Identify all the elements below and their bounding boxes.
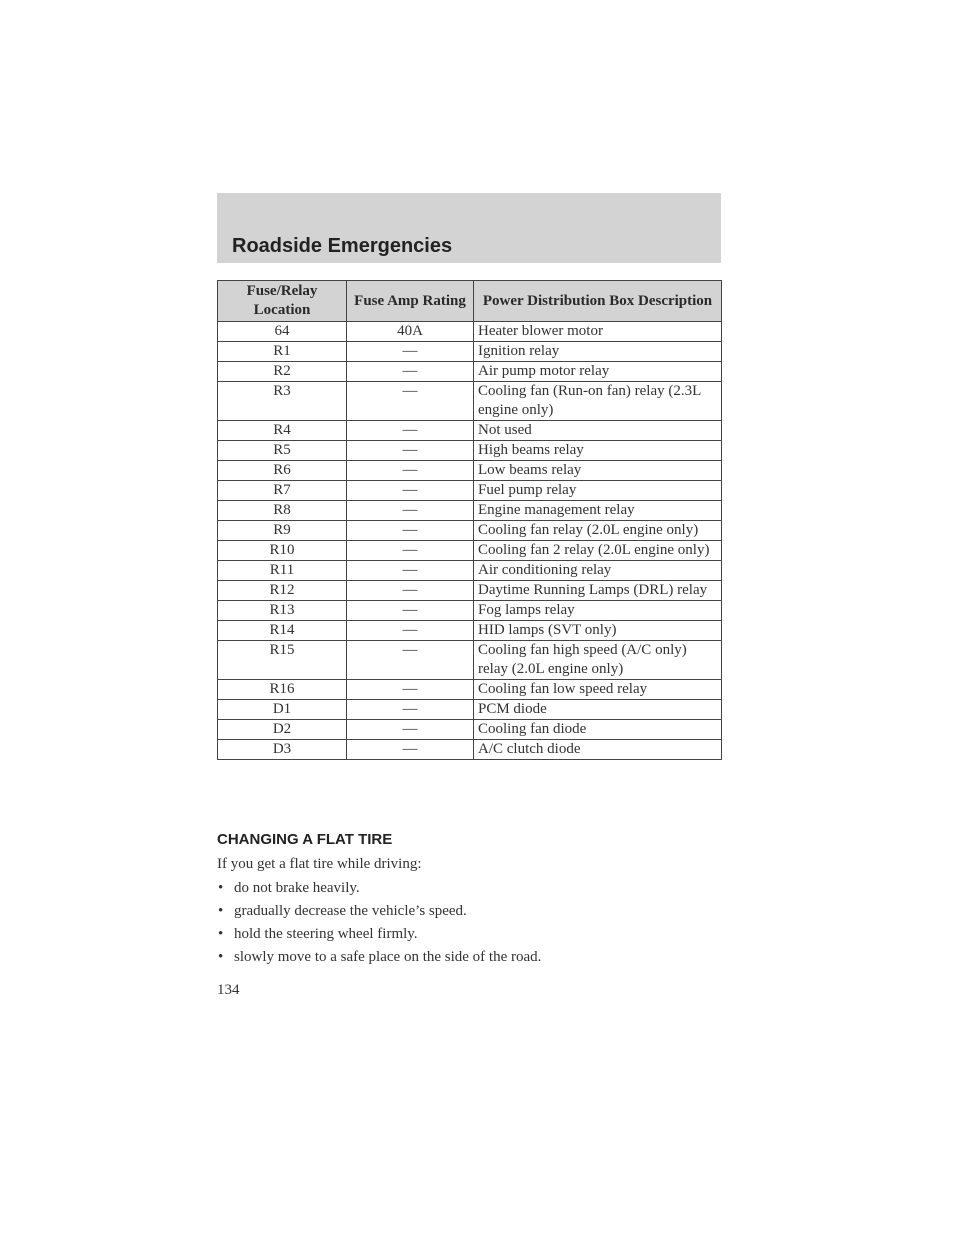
table-row [218,342,722,362]
cell-location: D3 [218,740,347,760]
cell-description: Cooling fan (Run-on fan) relay (2.3L engine only) [474,382,722,421]
page-number: 134 [217,982,240,998]
bullet-icon: • [218,880,224,896]
cell-location: R12 [218,581,347,601]
cell-description: PCM diode [474,700,722,720]
cell-location: R1 [218,342,347,362]
fuse-relay-table [217,280,722,760]
cell-description: High beams relay [474,441,722,461]
cell-rating: — [347,521,474,541]
table-row [218,362,722,382]
cell-location: R9 [218,521,347,541]
table-row [218,581,722,601]
cell-description: Air pump motor relay [474,362,722,382]
table-row [218,740,722,760]
cell-description: Low beams relay [474,461,722,481]
bullet-icon: • [218,949,224,965]
cell-location: 64 [218,322,347,342]
cell-description: Air conditioning relay [474,561,722,581]
cell-description: Cooling fan low speed relay [474,680,722,700]
table-row [218,461,722,481]
cell-location: R5 [218,441,347,461]
cell-location: D1 [218,700,347,720]
cell-location: R7 [218,481,347,501]
cell-rating: — [347,740,474,760]
cell-description: Ignition relay [474,342,722,362]
cell-description: Fog lamps relay [474,601,722,621]
cell-description: Fuel pump relay [474,481,722,501]
cell-rating: — [347,461,474,481]
cell-location: R15 [218,641,347,680]
table-header-row [218,281,722,322]
list-item-text: do not brake heavily. [234,880,360,896]
table-row [218,441,722,461]
cell-location: R10 [218,541,347,561]
intro-text: If you get a flat tire while driving: [217,856,422,872]
cell-location: D2 [218,720,347,740]
section-header-band [217,193,721,263]
column-header-location: Fuse/Relay Location [218,281,347,322]
cell-rating: — [347,382,474,421]
cell-location: R16 [218,680,347,700]
column-header-rating: Fuse Amp Rating [347,281,474,322]
cell-rating: — [347,700,474,720]
list-item [217,902,541,925]
cell-description: Cooling fan 2 relay (2.0L engine only) [474,541,722,561]
table-row [218,521,722,541]
cell-rating: — [347,680,474,700]
table-row [218,322,722,342]
bullet-icon: • [218,926,224,942]
table-row [218,501,722,521]
instruction-list [217,879,541,971]
list-item [217,925,541,948]
cell-location: R13 [218,601,347,621]
list-item-text: hold the steering wheel firmly. [234,926,418,942]
cell-rating: — [347,342,474,362]
table-row [218,720,722,740]
cell-rating: — [347,541,474,561]
table-row [218,680,722,700]
cell-rating: 40A [347,322,474,342]
table-row [218,382,722,421]
cell-rating: — [347,441,474,461]
cell-rating: — [347,561,474,581]
cell-rating: — [347,421,474,441]
page-title: Roadside Emergencies [232,235,453,257]
cell-rating: — [347,601,474,621]
section-heading: CHANGING A FLAT TIRE [217,831,393,848]
column-header-description: Power Distribution Box Description [474,281,722,322]
cell-description: A/C clutch diode [474,740,722,760]
cell-rating: — [347,362,474,382]
list-item-text: gradually decrease the vehicle’s speed. [234,903,467,919]
cell-description: Heater blower motor [474,322,722,342]
cell-location: R4 [218,421,347,441]
cell-location: R11 [218,561,347,581]
table-row [218,421,722,441]
cell-description: Cooling fan high speed (A/C only) relay (2.0L engine only) [474,641,722,680]
cell-rating: — [347,501,474,521]
cell-location: R3 [218,382,347,421]
cell-description: HID lamps (SVT only) [474,621,722,641]
cell-rating: — [347,720,474,740]
bullet-icon: • [218,903,224,919]
cell-rating: — [347,481,474,501]
cell-description: Daytime Running Lamps (DRL) relay [474,581,722,601]
table-row [218,700,722,720]
table-row [218,601,722,621]
cell-location: R2 [218,362,347,382]
list-item [217,879,541,902]
table-row [218,641,722,680]
cell-description: Not used [474,421,722,441]
cell-description: Cooling fan relay (2.0L engine only) [474,521,722,541]
cell-location: R14 [218,621,347,641]
list-item [217,948,541,971]
list-item-text: slowly move to a safe place on the side of the road. [234,949,542,965]
cell-rating: — [347,581,474,601]
table-row [218,561,722,581]
cell-rating: — [347,641,474,680]
cell-description: Cooling fan diode [474,720,722,740]
cell-rating: — [347,621,474,641]
cell-location: R6 [218,461,347,481]
table-row [218,541,722,561]
cell-location: R8 [218,501,347,521]
table-row [218,481,722,501]
cell-description: Engine management relay [474,501,722,521]
table-row [218,621,722,641]
